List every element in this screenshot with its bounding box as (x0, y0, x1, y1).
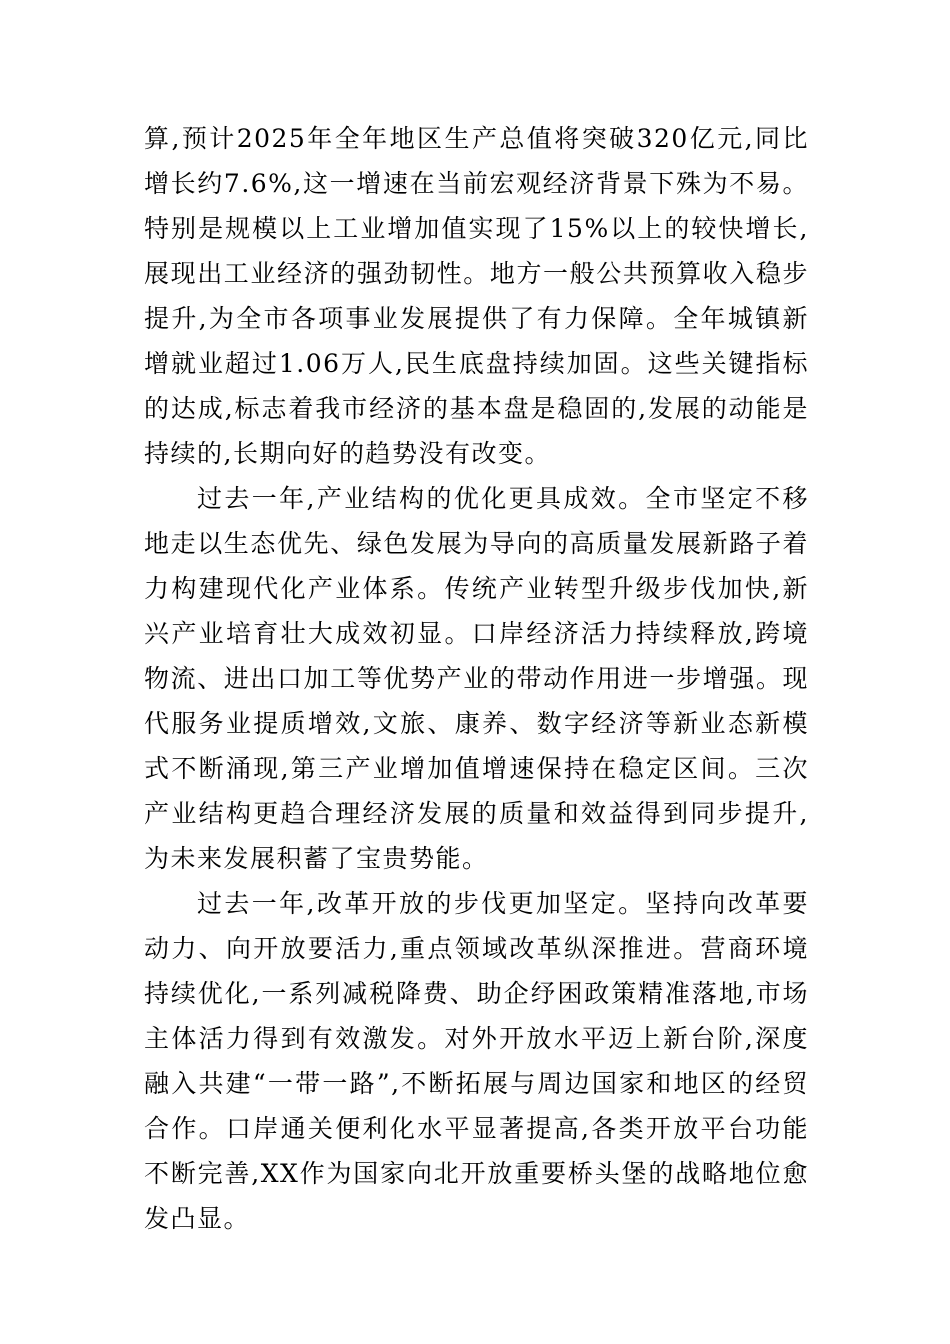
paragraph-reform-opening: 过去一年,改革开放的步伐更加坚定。坚持向改革要动力、向开放要活力,重点领域改革纵深推进。营商环境持续优化,一系列减税降费、助企纾困政策精准落地,市场主体活力得到有效激发。对外开放水平迈上新台阶,深度融入共建“一带一路”,不断拓展与周边国家和地区的经贸合作。口岸通关便利化水平显著提高,各类开放平台功能不断完善,XX作为国家向北开放重要桥头堡的战略地位愈发凸显。 (144, 889, 809, 1233)
paragraph-continued: 算,预计2025年全年地区生产总值将突破320亿元,同比增长约7.6%,这一增速在当前宏观经济背景下殊为不易。特别是规模以上工业增加值实现了15%以上的较快增长,展现出工业经济的强劲韧性。地方一般公共预算收入稳步提升,为全市各项事业发展提供了有力保障。全年城镇新增就业超过1.06万人,民生底盘持续加固。这些关键指标的达成,标志着我市经济的基本盘是稳固的,发展的动能是持续的,长期向好的趋势没有改变。 (144, 124, 809, 468)
document-body (144, 116, 809, 1241)
paragraph-industrial-structure: 过去一年,产业结构的优化更具成效。全市坚定不移地走以生态优先、绿色发展为导向的高质量发展新路子着力构建现代化产业体系。传统产业转型升级步伐加快,新兴产业培育壮大成效初显。口岸经济活力持续释放,跨境物流、进出口加工等优势产业的带动作用进一步增强。现代服务业提质增效,文旅、康养、数字经济等新业态新模式不断涌现,第三产业增加值增速保持在稳定区间。三次产业结构更趋合理经济发展的质量和效益得到同步提升,为未来发展积蓄了宝贵势能。 (144, 484, 809, 873)
